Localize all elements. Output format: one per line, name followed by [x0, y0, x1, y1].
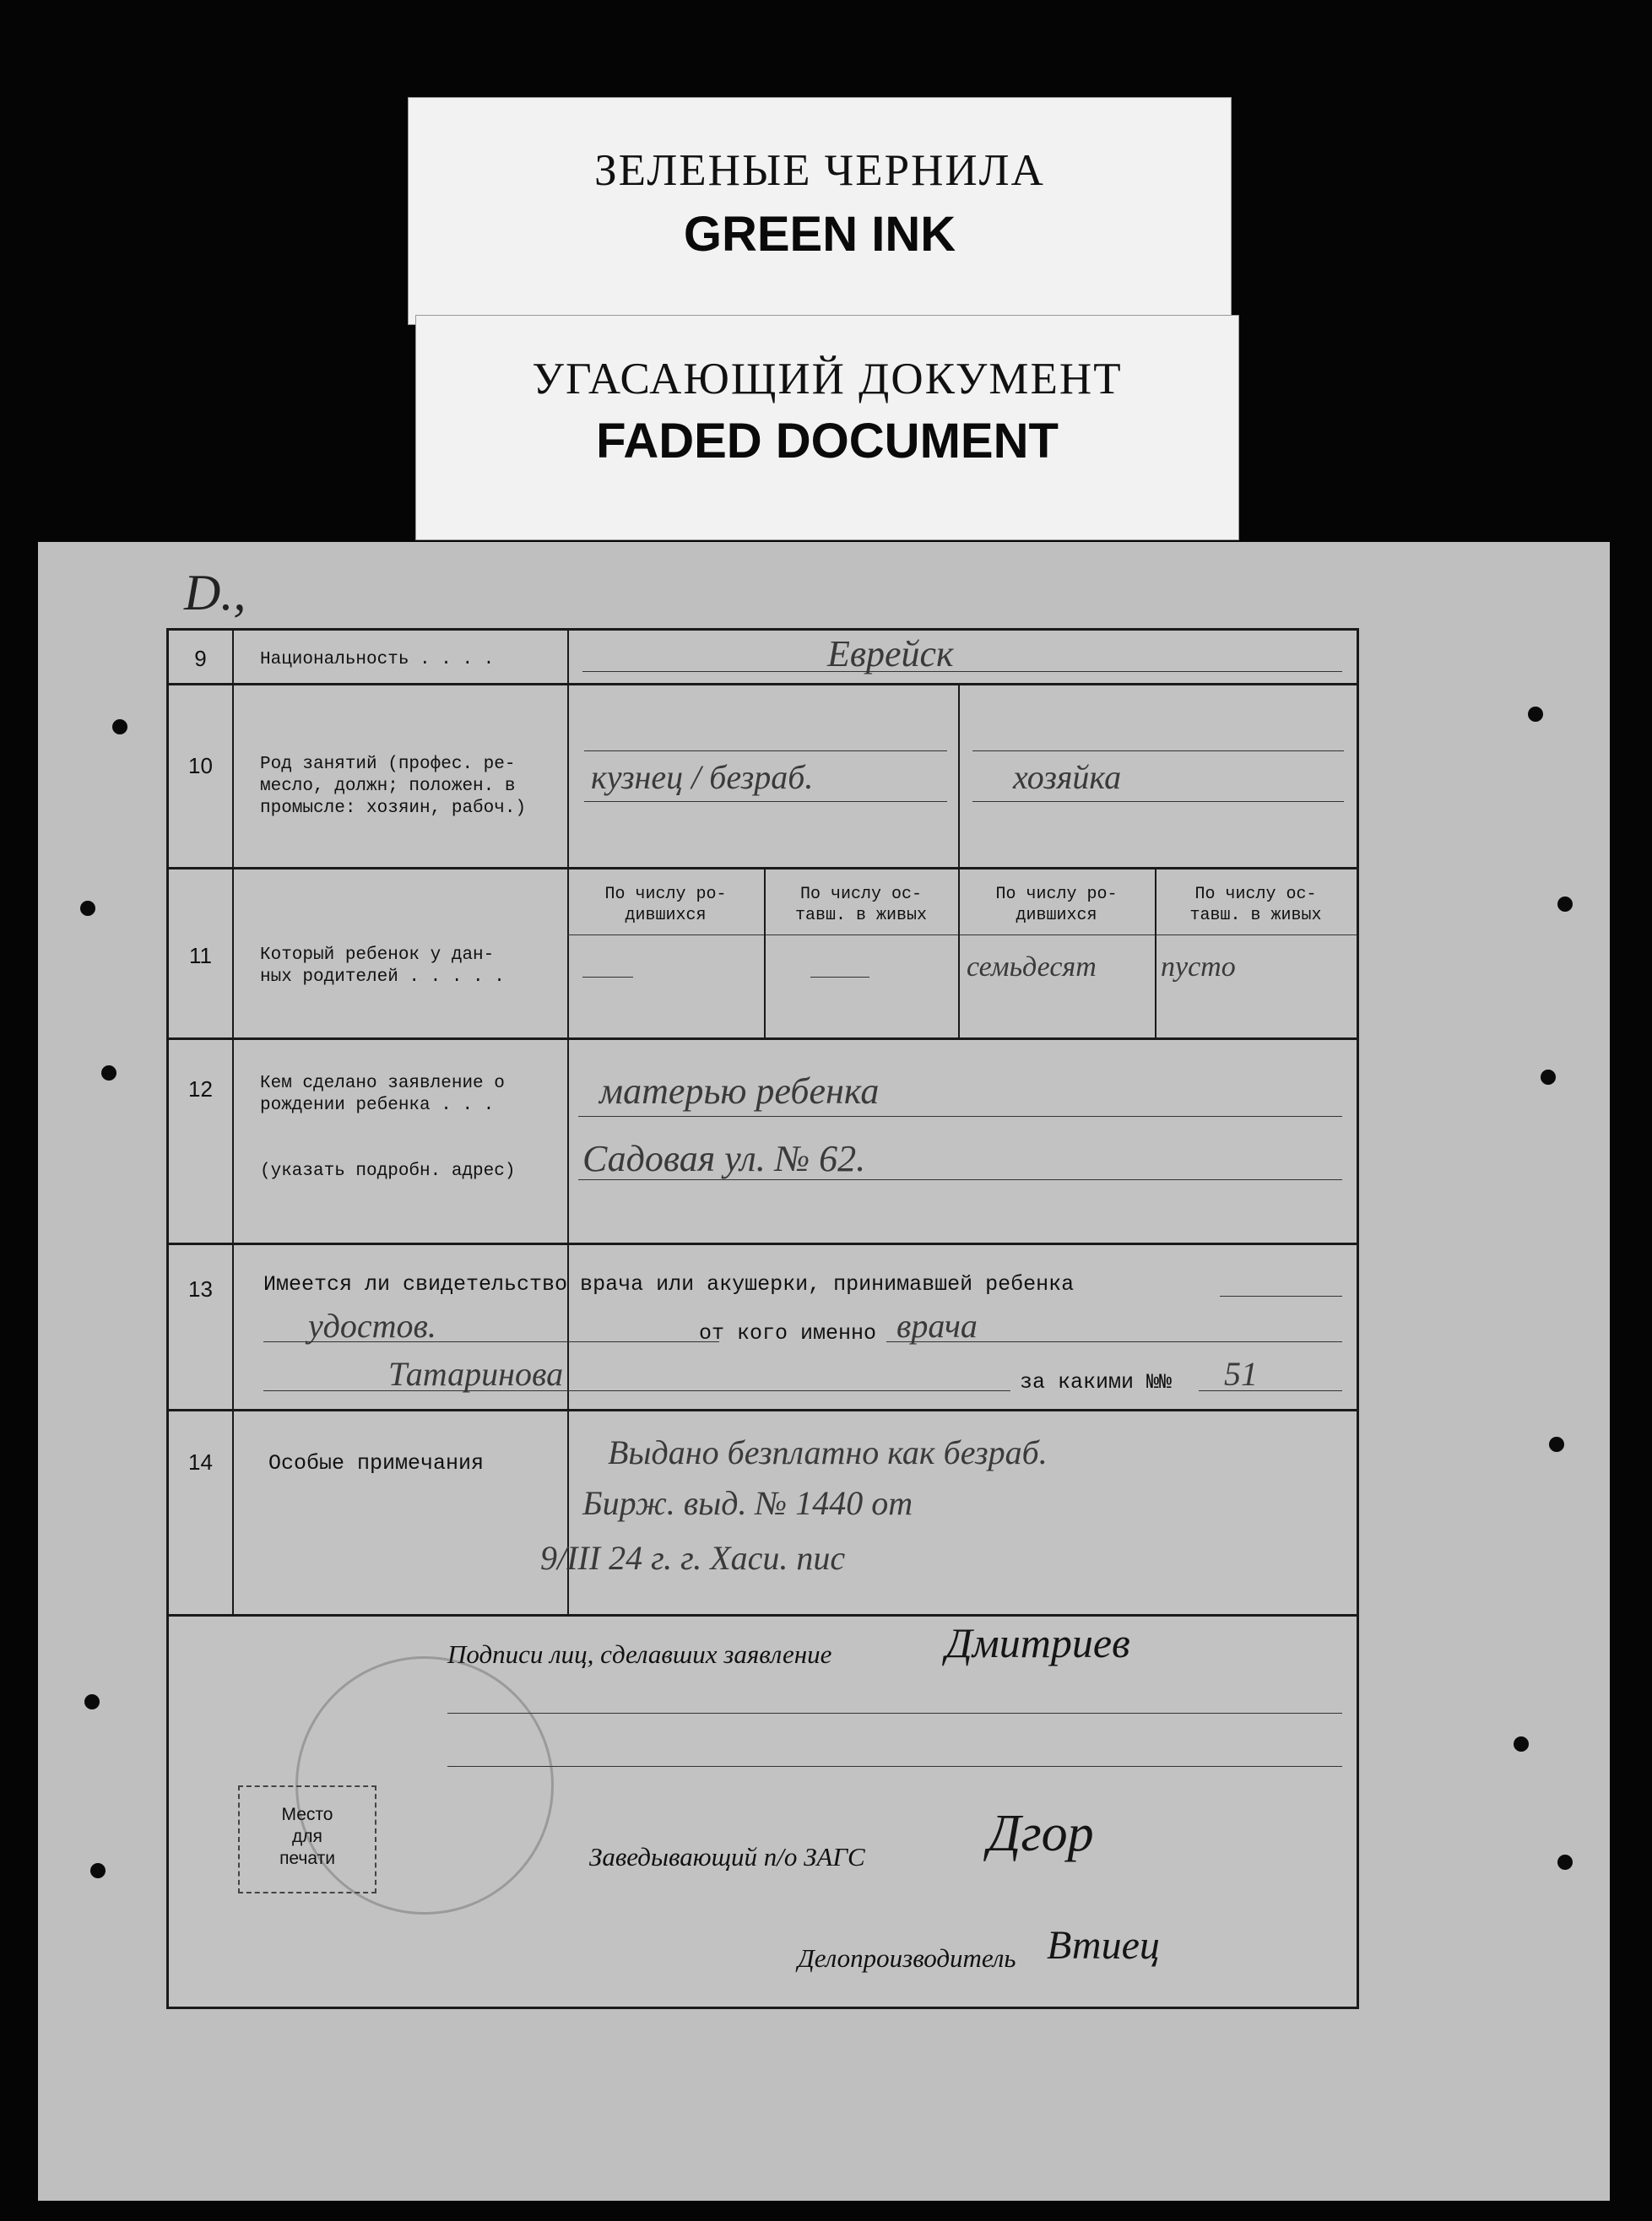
certificate-has-value: удостов. — [308, 1307, 436, 1345]
green-ink-notice-en: GREEN INK — [683, 207, 956, 262]
fill-line — [972, 750, 1344, 751]
row-number: 13 — [188, 1276, 213, 1302]
fill-line — [972, 801, 1344, 802]
certificate-person-value: Татаринова — [388, 1355, 564, 1393]
label-column-divider — [567, 631, 569, 1614]
row-divider — [169, 1037, 1357, 1040]
clerk-label: Делопроизводитель — [798, 1943, 1016, 1973]
green-ink-notice-card — [408, 97, 1232, 325]
row-divider — [169, 683, 1357, 685]
col-header-alive-1: По числу ос- тавш. в живых — [794, 885, 928, 925]
binding-hole — [1557, 897, 1573, 912]
green-ink-notice-ru: ЗЕЛЕНЫЕ ЧЕРНИЛА — [594, 146, 1045, 195]
applicant-signature: Дмитриев — [945, 1619, 1130, 1666]
fill-line — [584, 801, 947, 802]
special-notes-line2: Бирж. выд. № 1440 от — [582, 1484, 913, 1522]
number-column-divider — [232, 631, 234, 1614]
dash-mark — [582, 977, 633, 978]
row-number: 14 — [188, 1449, 213, 1475]
binding-hole — [1541, 1070, 1556, 1085]
special-notes-line3: 9/III 24 г. г. Хаси. пис — [540, 1539, 846, 1577]
certificate-question: Имеется ли свидетельство врача или акушерки, принимавшей ребенка — [263, 1272, 1075, 1297]
applicant-address-label: (указать подробн. адрес) — [260, 1162, 516, 1181]
fill-line — [1199, 1390, 1342, 1391]
signature-line — [447, 1766, 1342, 1767]
fill-line — [263, 1341, 719, 1342]
applicants-signature-label: Подписи лиц, сделавших заявление — [447, 1639, 832, 1669]
clerk-signature: Втиец — [1047, 1923, 1160, 1968]
stamp-placeholder-box: Место для печати — [238, 1785, 376, 1893]
fill-line — [1220, 1296, 1342, 1297]
col-header-alive-2: По числу ос- тавш. в живых — [1189, 885, 1322, 925]
certificate-from-whom-value: врача — [896, 1307, 978, 1345]
row-divider — [169, 1409, 1357, 1411]
occupation-label-line3: промысле: хозяин, рабоч.) — [260, 799, 527, 818]
faded-document-notice-ru: УГАСАЮЩИЙ ДОКУМЕНТ — [532, 355, 1123, 404]
binding-hole — [90, 1863, 106, 1878]
fill-line — [886, 1341, 1342, 1342]
col-header-born-1: По числу ро- дившихся — [604, 885, 727, 925]
row-number: 12 — [188, 1076, 213, 1102]
binding-hole — [112, 719, 127, 734]
row-divider — [169, 1614, 1357, 1617]
row-divider — [169, 867, 1357, 869]
child-order-label-line2: ных родителей . . . . . — [260, 967, 505, 987]
binding-hole — [1528, 707, 1543, 722]
fill-line — [263, 1390, 1010, 1391]
dash-mark — [810, 977, 869, 978]
registration-form — [166, 628, 1359, 2009]
applicant-address-value: Садовая ул. № 62. — [582, 1138, 866, 1179]
signature-line — [447, 1713, 1342, 1714]
binding-hole — [1557, 1855, 1573, 1870]
registry-head-signature: Дгор — [988, 1805, 1094, 1862]
registry-head-label: Заведывающий п/о ЗАГС — [589, 1842, 865, 1872]
child-order-label-line1: Который ребенок у дан- — [260, 945, 495, 965]
applicant-value: матерью ребенка — [599, 1070, 880, 1112]
row-divider — [169, 1243, 1357, 1245]
nationality-value: Еврейск — [827, 633, 954, 674]
occupation-label-line1: Род занятий (профес. ре- — [260, 755, 516, 774]
corner-handwritten-mark: D., — [184, 565, 246, 620]
binding-hole — [84, 1694, 100, 1709]
applicant-label-line2: рождении ребенка . . . — [260, 1096, 495, 1115]
faded-document-notice-card — [415, 315, 1239, 540]
fill-line — [578, 1116, 1342, 1117]
certificate-number-label: за какими №№ — [1020, 1370, 1173, 1395]
binding-hole — [101, 1065, 116, 1081]
special-notes-label: Особые примечания — [268, 1451, 485, 1476]
occupation-father-value: кузнец / безраб. — [591, 758, 814, 796]
certificate-from-whom-label: от кого именно — [699, 1321, 877, 1346]
certificate-number-value: 51 — [1224, 1355, 1258, 1393]
special-notes-line1: Выдано безплатно как безраб. — [608, 1433, 1048, 1471]
binding-hole — [1514, 1736, 1529, 1752]
row-number: 9 — [194, 646, 207, 671]
fill-line — [582, 671, 1342, 672]
occupation-mother-value: хозяйка — [1013, 758, 1122, 796]
child-order-alive-value: пусто — [1161, 951, 1236, 983]
child-order-born-value: семьдесят — [967, 951, 1097, 983]
applicant-label-line1: Кем сделано заявление о — [260, 1074, 505, 1093]
col-header-born-2: По числу ро- дившихся — [995, 885, 1118, 925]
subheader-divider — [567, 934, 1357, 935]
row-number: 10 — [188, 753, 213, 778]
faded-document-notice-en: FADED DOCUMENT — [596, 414, 1059, 469]
occupation-label-line2: месло, должн; положен. в — [260, 777, 516, 796]
parent-column-divider — [958, 683, 960, 867]
binding-hole — [1549, 1437, 1564, 1452]
nationality-label: Национальность . . . . — [260, 650, 495, 669]
binding-hole — [80, 901, 95, 916]
fill-line — [584, 750, 947, 751]
row-number: 11 — [189, 943, 212, 968]
